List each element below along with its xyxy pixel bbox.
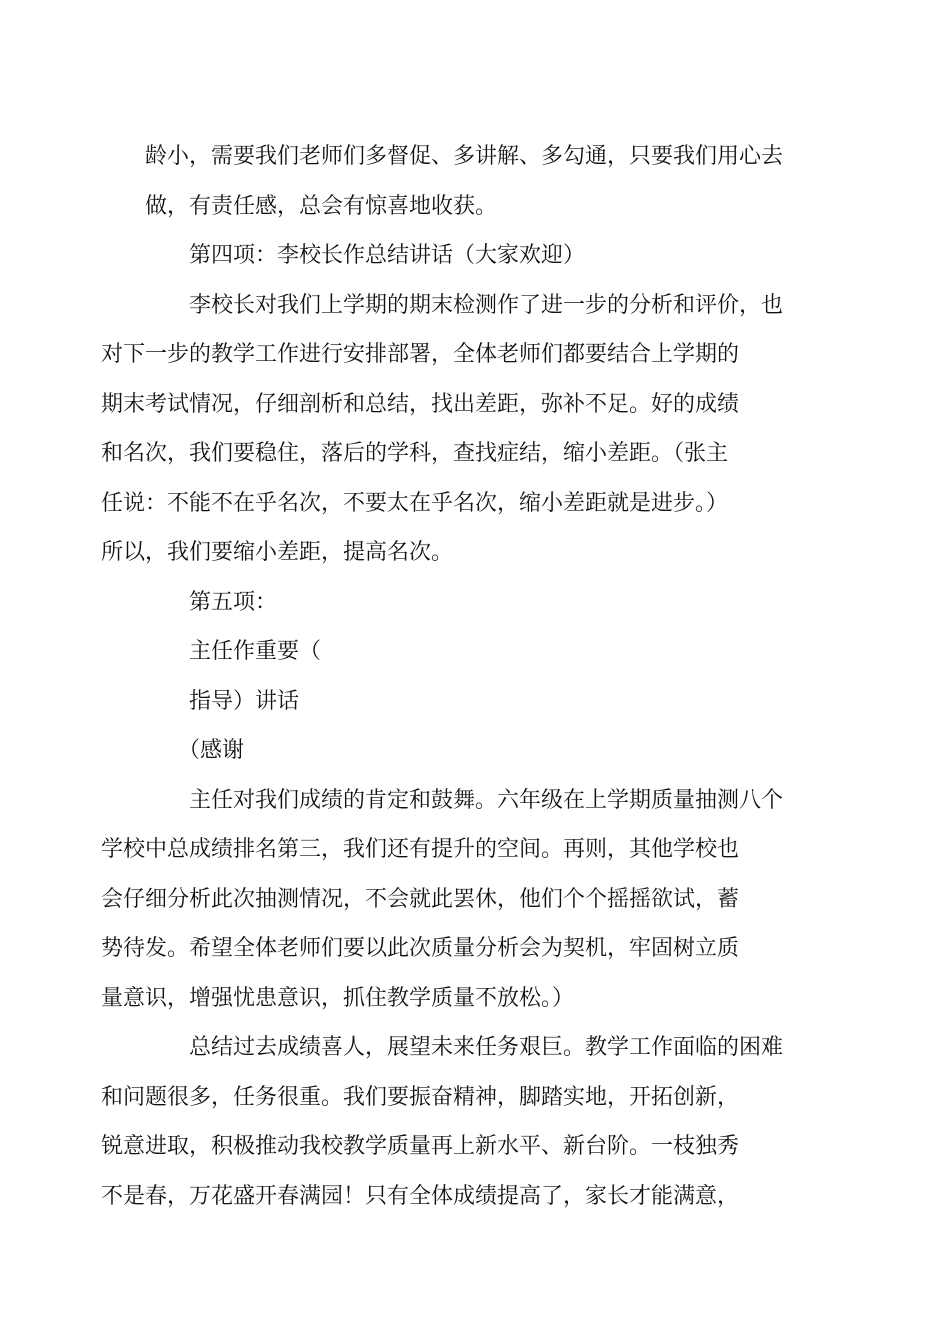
paragraph-principal-summary [101,281,810,578]
text-line: 和问题很多，任务很重。我们要振奋精神，脚踏实地，开拓创新， [101,1084,740,1110]
short-line-director [145,627,810,677]
text-line: 指导）讲话 [189,688,300,714]
text-line: 第四项：李校长作总结讲话（大家欢迎） [189,243,586,268]
text-line: 对下一步的教学工作进行安排部署，全体老师们都要结合上学期的 [101,342,740,367]
short-line-guidance [145,677,810,727]
text-line: 李校长对我们上学期的期末检测作了进一步的分析和评价，也 [189,292,784,318]
text-line: 期末考试情况，仔细剖析和总结，找出差距，弥补不足。好的成绩 [101,391,740,417]
text-line: 和名次，我们要稳住，落后的学科，查找症结，缩小差距。（张主 [101,441,729,466]
text-line: 会仔细分析此次抽测情况，不会就此罢休，他们个个摇摇欲试，蓄 [101,886,740,912]
paragraph-continuation [145,132,810,231]
text-line: 学校中总成绩排名第三，我们还有提升的空间。再则，其他学校也 [101,837,740,862]
text-line: 做，有责任感，总会有惊喜地收获。 [145,193,498,219]
text-line: 总结过去成绩喜人，展望未来任务艰巨。教学工作面临的困难 [189,1035,784,1060]
text-line: 不是春，万花盛开春满园！只有全体成绩提高了，家长才能满意， [101,1183,740,1209]
short-line-thanks [145,726,810,776]
text-line: 主任作重要（ [189,639,322,664]
paragraph-director-praise [101,776,810,1024]
text-line: 所以，我们要缩小差距，提高名次。 [101,540,454,565]
paragraph-conclusion [101,1023,810,1221]
text-line: 任说：不能不在乎名次，不要太在乎名次，缩小差距就是进步。） [101,490,729,516]
text-line: 量意识，增强忧患意识，抓住教学质量不放松。） [101,985,575,1011]
text-line: 势待发。希望全体老师们要以此次质量分析会为契机，牢固树立质 [101,936,740,961]
agenda-item-five [145,578,810,628]
text-line: 主任对我们成绩的肯定和鼓舞。六年级在上学期质量抽测八个 [189,787,784,813]
text-line: 锐意进取，积极推动我校教学质量再上新水平、新台阶。一枝独秀 [101,1134,740,1159]
agenda-item-four [145,231,810,281]
text-line: 龄小，需要我们老师们多督促、多讲解、多勾通，只要我们用心去 [145,144,784,169]
text-line: （感谢 [178,738,245,763]
document-body [101,132,810,1221]
text-line: 第五项： [189,589,278,615]
